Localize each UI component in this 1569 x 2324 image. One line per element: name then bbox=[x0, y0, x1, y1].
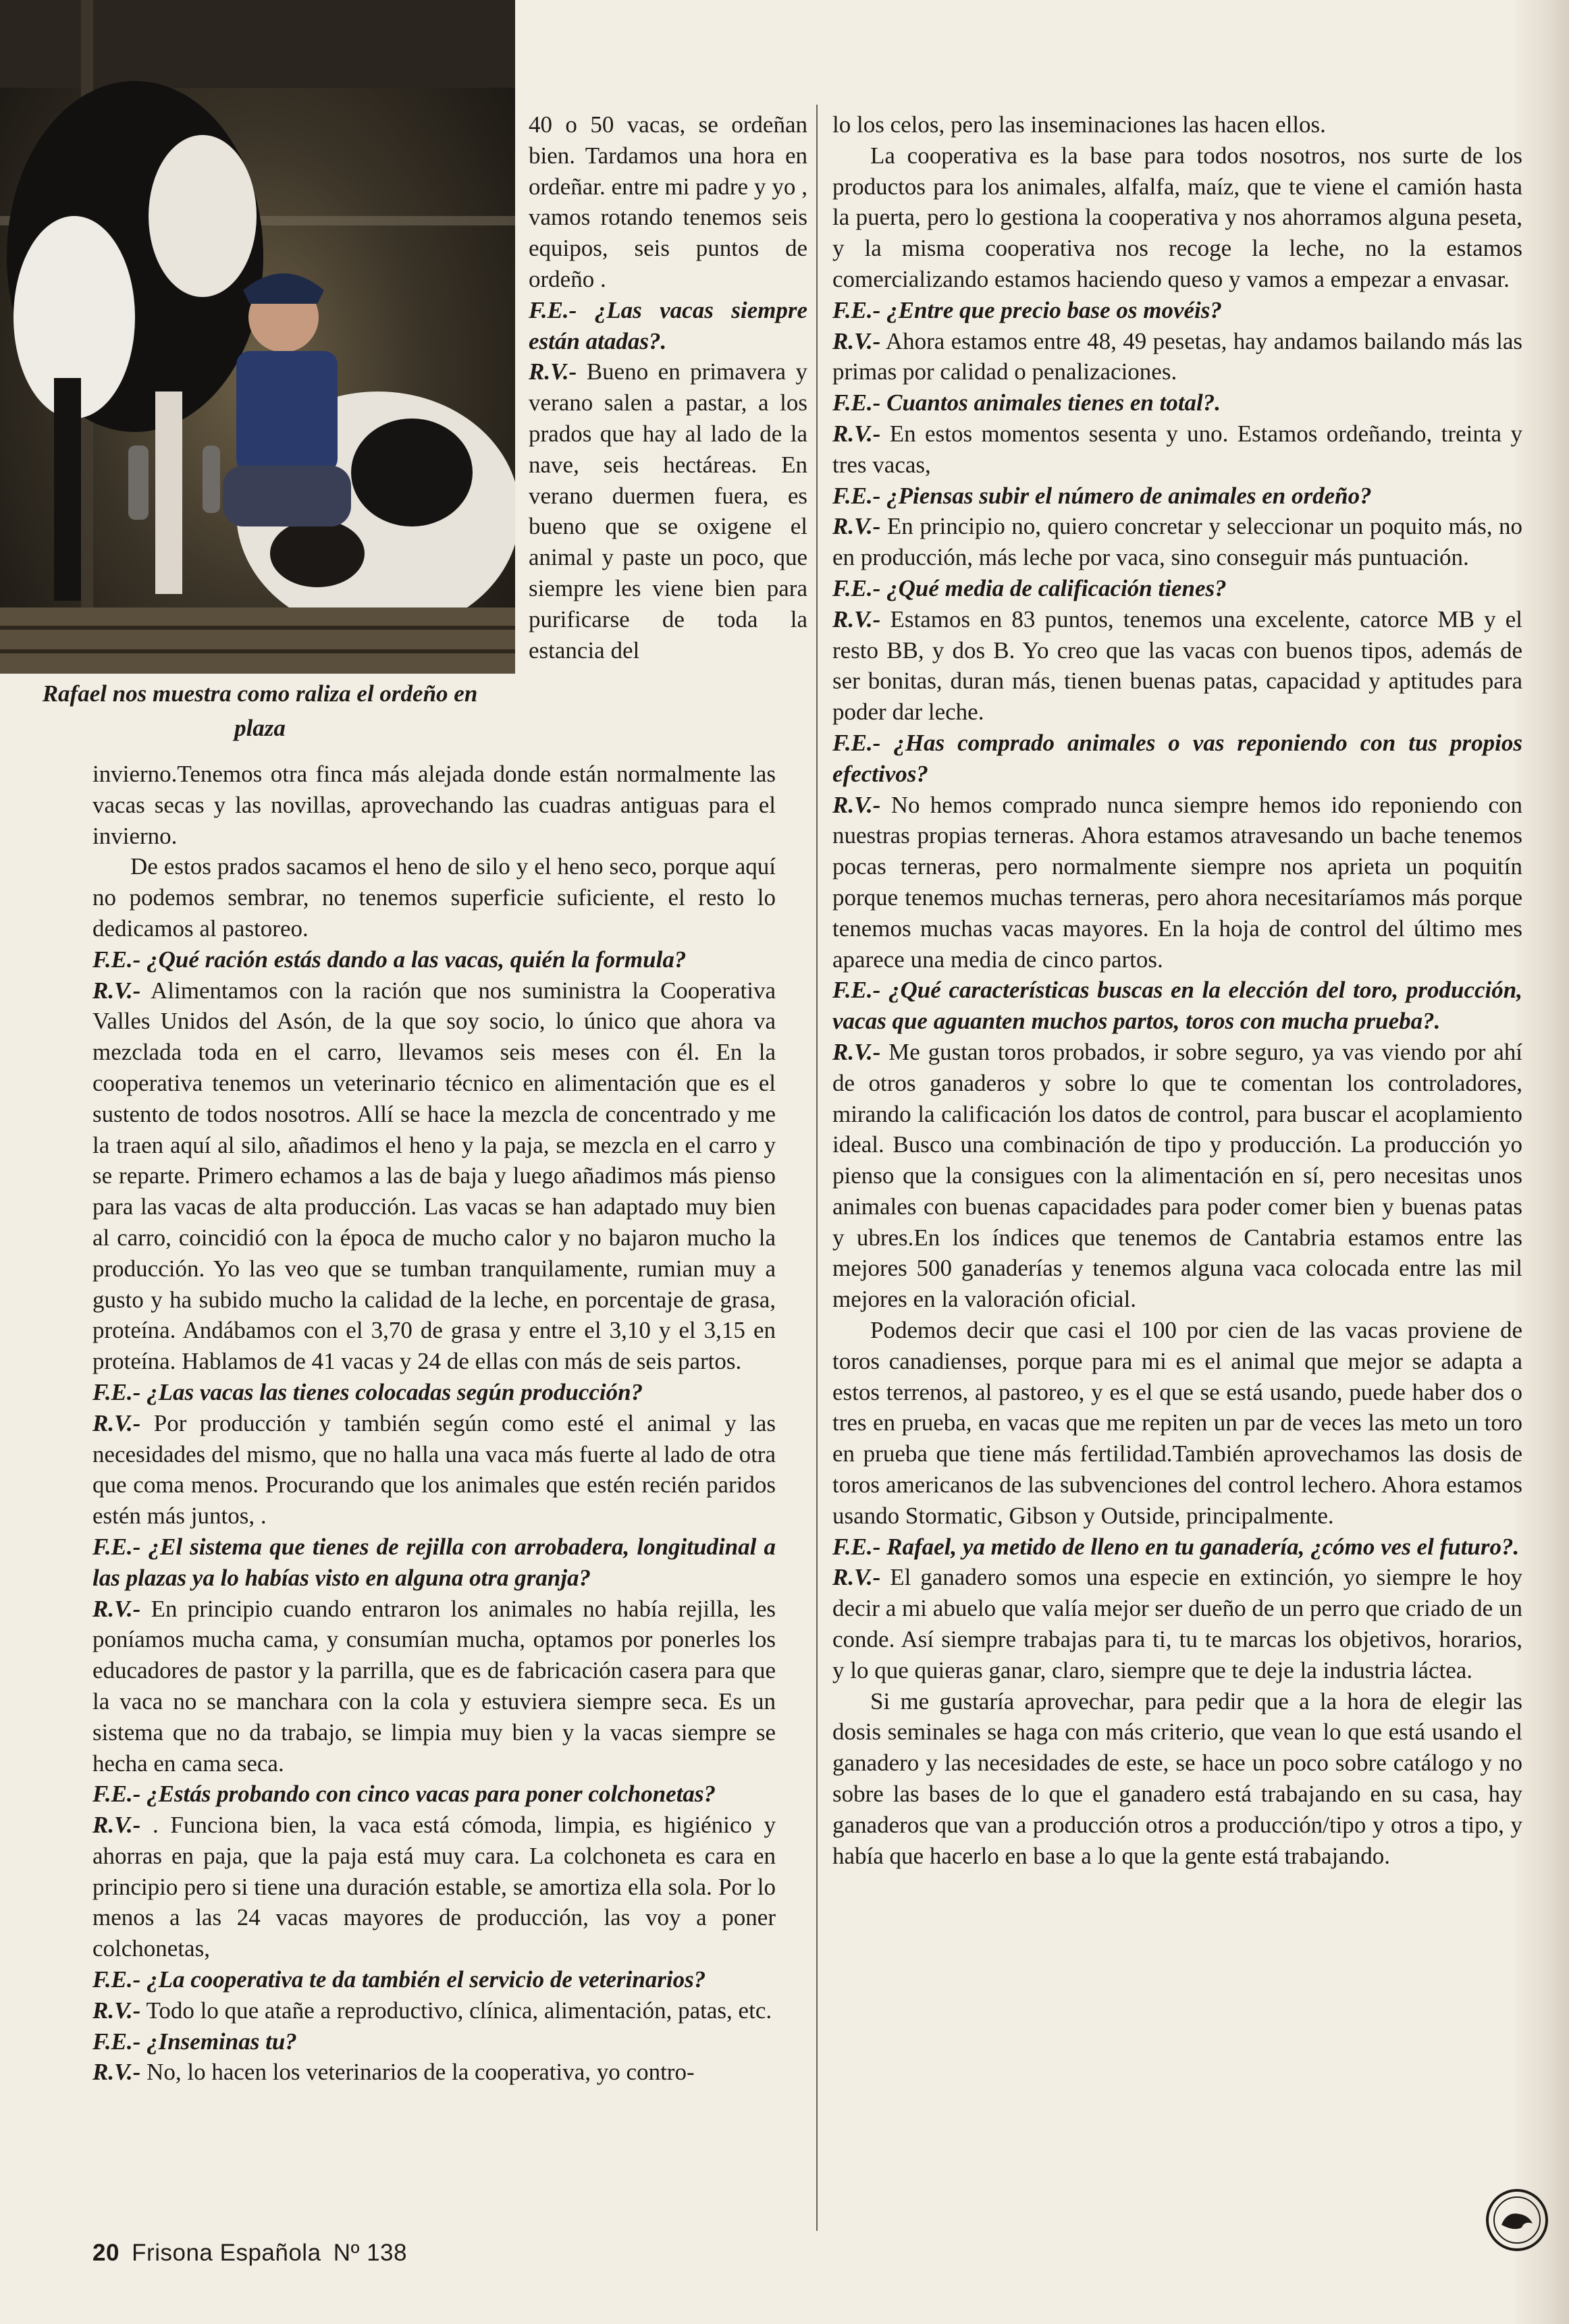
question-text: ¿Entre que precio base os movéis? bbox=[886, 296, 1222, 323]
speaker-label: R.V.- bbox=[92, 977, 141, 1004]
speaker-label: R.V.- bbox=[832, 1038, 881, 1065]
interview-answer bbox=[832, 511, 1522, 573]
answer-text: No, lo hacen los veterinarios de la cooperativa, yo contro- bbox=[147, 2059, 695, 2086]
interview-question bbox=[92, 1779, 776, 1810]
speaker-label: R.V.- bbox=[832, 327, 881, 354]
publication-name: Frisona Española bbox=[132, 2240, 321, 2266]
interview-answer bbox=[832, 790, 1522, 975]
answer-text: Me gustan toros probados, ir sobre seguro, ya vas viendo por ahí de otros ganaderos y sobre lo que te comentan los controladores, mirando la calificación los datos de control, para buscar el acoplamiento ideal. Busco una combinación de tipo y producción. La producción yo pienso que la consigues con la alimentación en sí, pero necesitas unos animales con buenas capacidades para poder comer bien y buenas patas y ubres.En los índices que tenemos de Cantabria estamos entre las mejores 500 ganaderías y tenemos alguna vaca colocada entre las mil mejores en la valoración oficial. bbox=[832, 1038, 1522, 1313]
answer-text: Estamos en 83 puntos, tenemos una excelente, catorce MB y el resto BB, y dos B. Yo creo que las vacas con buenos tipos, además de ser bonitas, duran más, tienen buenas patas, capacidad y aptitudes para poder dar leche. bbox=[832, 605, 1522, 726]
question-text: ¿Inseminas tu? bbox=[147, 2028, 297, 2055]
answer-text: Ahora estamos entre 48, 49 pesetas, hay andamos bailando más las primas por calidad o penalizaciones. bbox=[832, 327, 1523, 385]
interview-question bbox=[92, 1532, 776, 1594]
speaker-label: F.E.- bbox=[832, 482, 881, 509]
interview-question bbox=[92, 1377, 776, 1408]
interview-answer bbox=[832, 326, 1522, 388]
speaker-label: R.V.- bbox=[529, 358, 577, 385]
adjacent-page-edge bbox=[1515, 0, 1569, 2324]
question-text: ¿El sistema que tienes de rejilla con arrobadera, longitudinal a las plazas ya lo habías visto en alguna otra granja? bbox=[92, 1533, 776, 1591]
speaker-label: F.E.- bbox=[832, 574, 881, 601]
question-text: ¿Qué media de calificación tienes? bbox=[886, 574, 1227, 601]
speaker-label: R.V.- bbox=[92, 1997, 141, 2024]
speaker-label: F.E.- bbox=[92, 1378, 141, 1405]
speaker-label: R.V.- bbox=[832, 420, 881, 447]
speaker-label: F.E.- bbox=[832, 296, 881, 323]
interview-question bbox=[832, 573, 1522, 604]
interview-question bbox=[832, 975, 1522, 1037]
interview-question bbox=[832, 728, 1522, 790]
answer-text: Por producción y también según como esté el animal y las necesidades del mismo, que no halla una vaca más fuerte al lado de otra que coma menos. Procurando que los animales que estén recién paridos estén más juntos, . bbox=[92, 1409, 776, 1530]
interview-answer bbox=[832, 1562, 1522, 1685]
interview-question bbox=[529, 295, 807, 357]
answer-text: Todo lo que atañe a reproductivo, clínica, alimentación, patas, etc. bbox=[146, 1997, 772, 2024]
question-text: ¿Piensas subir el número de animales en ordeño? bbox=[886, 482, 1372, 509]
article-paragraph: Podemos decir que casi el 100 por cien de las vacas proviene de toros canadienses, porque para mi es el animal que mejor se adapta a estos terrenos, al pastoreo, y es el que se está usando, puede haber dos o tres en prueba, en vacas que me repiten un par de veces las meto un toro en prueba que tiene más fertilidad.También aprovechamos las dosis de toros americanos de las subvenciones del control lechero. Ahora estamos usando Stormatic, Gibson y Outside, principalmente. bbox=[832, 1317, 1522, 1529]
answer-text: No hemos comprado nunca siempre hemos ido reponiendo con nuestras propias terneras. Ahora estamos atravesando un bache tenemos pocas terneras, pero normalmente siempre nos aprieta un poquitín porque tenemos muchas terneras, pero ahora necesitaríamos más porque tenemos muchas vacas mayores. En la hoja de control del último mes aparece una media de cinco partos. bbox=[832, 791, 1522, 973]
question-text: Rafael, ya metido de lleno en tu ganadería, ¿cómo ves el futuro?. bbox=[886, 1533, 1520, 1560]
page-number: 20 bbox=[92, 2240, 119, 2266]
question-text: ¿Las vacas las tienes colocadas según producción? bbox=[147, 1378, 643, 1405]
speaker-label: R.V.- bbox=[92, 1812, 141, 1839]
article-column-middle bbox=[529, 109, 807, 666]
article-paragraph: lo los celos, pero las inseminaciones las hacen ellos. bbox=[832, 111, 1326, 138]
interview-answer bbox=[832, 1037, 1522, 1315]
speaker-label: R.V.- bbox=[92, 1595, 141, 1622]
milking-photo-illustration bbox=[0, 0, 515, 674]
answer-text: Bueno en primavera y verano salen a pastar, a los prados que hay al lado de la nave, seis hectáreas. En verano duermen fuera, es bueno que se oxigene el animal y paste un poco, que siempre les viene bien para purificarse de toda la estancia del bbox=[529, 358, 807, 664]
article-paragraph: De estos prados sacamos el heno de silo y el heno seco, porque aquí no podemos sembrar, no tenemos superficie suficiente, el resto lo dedicamos al pastoreo. bbox=[92, 853, 776, 942]
speaker-label: F.E.- bbox=[529, 296, 577, 323]
speaker-label: F.E.- bbox=[92, 1533, 141, 1560]
speaker-label: F.E.- bbox=[92, 946, 141, 973]
interview-answer bbox=[832, 418, 1522, 481]
interview-answer bbox=[92, 1810, 776, 1964]
speaker-label: F.E.- bbox=[92, 1966, 141, 1993]
speaker-label: R.V.- bbox=[832, 1564, 881, 1591]
interview-question bbox=[832, 295, 1522, 326]
interview-answer bbox=[92, 1408, 776, 1532]
article-paragraph: 40 o 50 vacas, se ordeñan bien. Tardamos una hora en ordeñar. entre mi padre y yo , vamos rotando tenemos seis equipos, seis puntos de ordeño . bbox=[529, 111, 807, 292]
speaker-label: R.V.- bbox=[832, 605, 881, 632]
speaker-label: R.V.- bbox=[92, 1409, 141, 1436]
milking-photo bbox=[0, 0, 515, 674]
speaker-label: F.E.- bbox=[832, 1533, 881, 1560]
speaker-label: R.V.- bbox=[832, 791, 881, 818]
interview-question bbox=[832, 481, 1522, 512]
interview-answer bbox=[832, 604, 1522, 728]
answer-text: Alimentamos con la ración que nos suministra la Cooperativa Valles Unidos del Asón, de la que soy socio, lo único que ahora va mezclada toda en el carro, llevamos seis meses con él. En la cooperativa tenemos un veterinario técnico en alimentación que es el sustento de todos nosotros. Allí se hace la mezcla de concentrado y me la traen aquí al silo, añadimos el heno y la paja, se mezcla en el carro y se reparte. Primero echamos a las de baja y luego añadimos más pienso para las vacas de alta producción. Las vacas se han adaptado muy bien al carro, coincidió con la época de mucho calor y no bajaron mucho la producción. Yo las veo que se tumban tranquilamente, rumian muy a gusto y ha subido mucho la calidad de la leche, en porcentaje de grasa, proteína. Andábamos con el 3,70 de grasa y entre el 3,10 y el 3,15 en proteína. Hablamos de 41 vacas y 24 de ellas con más de seis partos. bbox=[92, 977, 776, 1375]
question-text: Cuantos animales tienes en total?. bbox=[886, 389, 1221, 416]
article-paragraph: La cooperativa es la base para todos nosotros, nos surte de los productos para los animales, alfalfa, maíz, que te viene el camión hasta la puerta, pero lo gestiona la cooperativa y nos ahorramos alguna peseta, y la misma cooperativa nos recoge la leche, no la estamos comercializando estamos haciendo queso y vamos a empezar a envasar. bbox=[832, 142, 1522, 292]
article-column-right bbox=[832, 109, 1522, 1871]
answer-text: En estos momentos sesenta y uno. Estamos ordeñando, treinta y tres vacas, bbox=[832, 420, 1522, 478]
answer-text: El ganadero somos una especie en extinción, yo siempre le hoy decir a mi abuelo que valía mejor ser dueño de un perro que criado de un conde. Así siempre trabajas para ti, tu te marcas los objetivos, horarios, y lo que quieras ganar, claro, siempre que te deje la industria láctea. bbox=[832, 1564, 1522, 1683]
answer-text: . Funciona bien, la vaca está cómoda, limpia, es higiénico y ahorras en paja, que la paja está muy cara. La colchoneta es cara en principio pero si tiene una duración estable, se amortiza ella sola. Por lo menos a las 24 vacas mayores de producción, las voy a poner colchonetas, bbox=[92, 1812, 776, 1962]
issue-number: Nº 138 bbox=[333, 2240, 407, 2266]
article-paragraph: Si me gustaría aprovechar, para pedir que a la hora de elegir las dosis seminales se haga con más criterio, que vean lo que está usando el ganadero y las necesidades de este, se hace un poco sobre catálogo y no sobre las bases de lo que el ganadero está trabajando en su casa, hay ganaderos que van a producción otros a producción/tipo y otros a tipo, y había que hacerlo en base a lo que la gente está trabajando. bbox=[832, 1687, 1522, 1869]
article-column-left bbox=[92, 759, 776, 2088]
question-text: ¿Has comprado animales o vas reponiendo con tus propios efectivos? bbox=[832, 729, 1522, 787]
interview-answer bbox=[92, 975, 776, 1377]
question-text: ¿Las vacas siempre están atadas?. bbox=[529, 296, 808, 354]
interview-answer bbox=[92, 1995, 776, 2026]
question-text: ¿Qué características buscas en la elección del toro, producción, vacas que aguanten muchos partos, toros con mucha prueba?. bbox=[832, 977, 1522, 1035]
publication-logo-icon bbox=[1484, 2187, 1550, 2253]
question-text: ¿Estás probando con cinco vacas para poner colchonetas? bbox=[147, 1781, 716, 1808]
article-paragraph: invierno.Tenemos otra finca más alejada donde están normalmente las vacas secas y las novillas, aprovechando las cuadras antiguas para el invierno. bbox=[92, 761, 776, 849]
question-text: ¿Qué ración estás dando a las vacas, quién la formula? bbox=[147, 946, 687, 973]
photo-caption: Rafael nos muestra como raliza el ordeño en plaza bbox=[42, 680, 478, 741]
speaker-label: F.E.- bbox=[832, 389, 881, 416]
speaker-label: F.E.- bbox=[832, 729, 881, 756]
interview-question bbox=[92, 944, 776, 975]
speaker-label: R.V.- bbox=[832, 513, 881, 540]
speaker-label: F.E.- bbox=[92, 1781, 141, 1808]
interview-question bbox=[92, 1964, 776, 1995]
page-footer bbox=[92, 2240, 407, 2267]
speaker-label: F.E.- bbox=[832, 977, 881, 1004]
interview-answer bbox=[92, 1594, 776, 1779]
answer-text: En principio cuando entraron los animales no había rejilla, les poníamos mucha cama, y consumían mucha, optamos por ponerles los educadores de pastor y la parrilla, que es de fabricación casera para que la vaca no se manchara con la cola y estuviera siempre seca. Es un sistema que no da trabajo, se limpia muy bien y la vacas siempre se hecha en cama seca. bbox=[92, 1595, 776, 1777]
interview-answer bbox=[92, 2057, 776, 2088]
speaker-label: F.E.- bbox=[92, 2028, 141, 2055]
speaker-label: R.V.- bbox=[92, 2059, 141, 2086]
question-text: ¿La cooperativa te da también el servicio de veterinarios? bbox=[147, 1966, 706, 1993]
interview-question bbox=[832, 387, 1522, 418]
column-divider bbox=[816, 105, 818, 2231]
interview-question bbox=[92, 2026, 776, 2057]
interview-answer bbox=[529, 356, 807, 666]
interview-question bbox=[832, 1532, 1522, 1563]
answer-text: En principio no, quiero concretar y seleccionar un poquito más, no en producción, más leche por vaca, sino conseguir más puntuación. bbox=[832, 513, 1523, 571]
